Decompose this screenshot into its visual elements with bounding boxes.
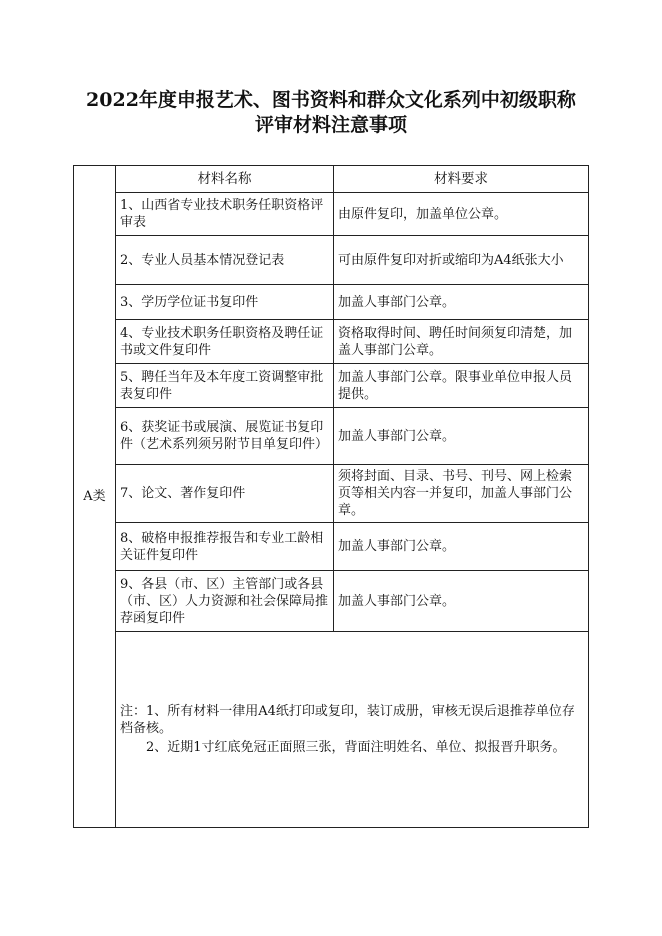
- material-name: 7、论文、著作复印件: [116, 465, 334, 523]
- material-name: 8、破格申报推荐报告和专业工龄相关证件复印件: [116, 523, 334, 571]
- material-requirement: 加盖人事部门公章。: [334, 571, 589, 632]
- page-title-line2: 评审材料注意事项: [254, 114, 407, 136]
- material-name: 1、山西省专业技术职务任职资格评审表: [116, 193, 334, 236]
- material-name: 9、各县（市、区）主管部门或各县（市、区）人力资源和社会保障局推荐函复印件: [116, 571, 334, 632]
- page-title-line1: 2022年度申报艺术、图书资料和群众文化系列中初级职称: [86, 89, 576, 111]
- material-name: 4、专业技术职务任职资格及聘任证书或文件复印件: [116, 320, 334, 364]
- notes-cell: [116, 632, 589, 828]
- material-requirement: 须将封面、目录、书号、刊号、网上检索页等相关内容一并复印，加盖人事部门公章。: [334, 465, 589, 523]
- notes-row: [74, 632, 589, 828]
- table-row: [74, 364, 589, 408]
- material-requirement: 由原件复印，加盖单位公章。: [334, 193, 589, 236]
- column-header-requirement: 材料要求: [334, 166, 589, 193]
- table-row: [74, 571, 589, 632]
- material-name: 2、专业人员基本情况登记表: [116, 236, 334, 285]
- category-cell: A类: [74, 166, 116, 828]
- material-name: 5、聘任当年及本年度工资调整审批表复印件: [116, 364, 334, 408]
- page-title: [0, 88, 662, 138]
- table-row: [74, 465, 589, 523]
- table-row: [74, 236, 589, 285]
- material-requirement: 加盖人事部门公章。: [334, 408, 589, 465]
- table-row: [74, 408, 589, 465]
- material-requirement: 加盖人事部门公章。: [334, 285, 589, 320]
- column-header-name: 材料名称: [116, 166, 334, 193]
- materials-table: [73, 165, 589, 828]
- note-2: 2、近期1寸红底免冠正面照三张，背面注明姓名、单位、拟报晋升职务。: [146, 740, 566, 755]
- material-requirement: 加盖人事部门公章。限事业单位申报人员提供。: [334, 364, 589, 408]
- table-header-row: [74, 166, 589, 193]
- material-requirement: 资格取得时间、聘任时间须复印清楚，加盖人事部门公章。: [334, 320, 589, 364]
- material-requirement: 可由原件复印对折或缩印为A4纸张大小: [334, 236, 589, 285]
- material-name: 3、学历学位证书复印件: [116, 285, 334, 320]
- table-row: [74, 193, 589, 236]
- table-row: [74, 523, 589, 571]
- material-name: 6、获奖证书或展演、展览证书复印件（艺术系列须另附节目单复印件）: [116, 408, 334, 465]
- material-requirement: 加盖人事部门公章。: [334, 523, 589, 571]
- note-1: 注：1、所有材料一律用A4纸打印或复印，装订成册，审核无误后退推荐单位存档备核。: [120, 704, 575, 736]
- table-row: [74, 285, 589, 320]
- table-row: [74, 320, 589, 364]
